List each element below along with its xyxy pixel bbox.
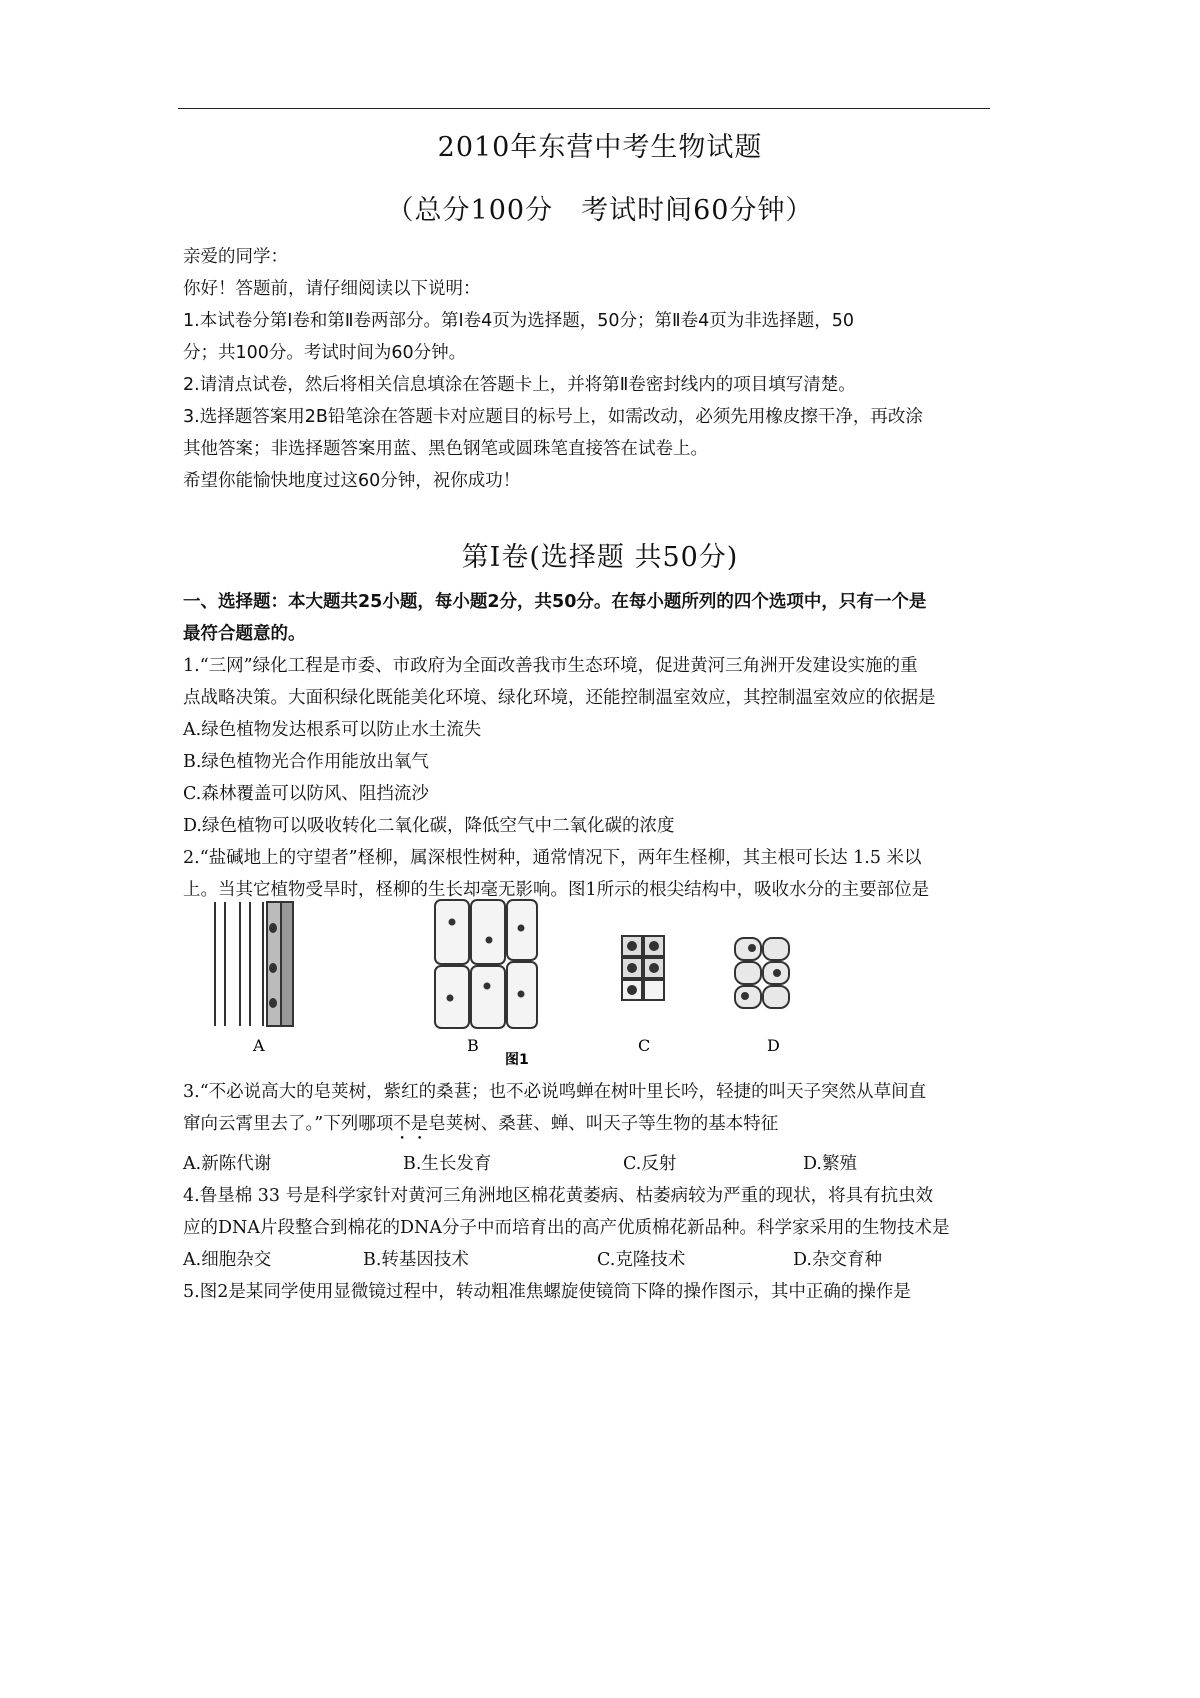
- exam-title: 2010年东营中考生物试题: [437, 132, 763, 163]
- greeting: 亲爱的同学：: [183, 247, 288, 267]
- q1-option-c: C.森林覆盖可以防风、阻挡流沙: [183, 784, 429, 804]
- cell-c-dividing: [622, 936, 664, 1000]
- cell-d-rounded: [735, 938, 789, 1008]
- q1-line1: 1.“三网”绿化工程是市委、市政府为全面改善我市生态环境，促进黄河三角洲开发建设实施的重: [183, 656, 918, 676]
- section-instruction-b: 最符合题意的。: [183, 624, 306, 644]
- q4-option-b: B.转基因技术: [363, 1250, 469, 1270]
- q4-line2: 应的DNA片段整合到棉花的DNA分子中而培育出的高产优质棉花新品种。科学家采用的生物技术是: [183, 1218, 950, 1238]
- q1-option-a: A.绿色植物发达根系可以防止水土流失: [183, 720, 482, 740]
- q4-option-d: D.杂交育种: [793, 1250, 882, 1270]
- section-instruction-a: 一、选择题：本大题共25小题，每小题2分，共50分。在每小题所列的四个选项中，只有一个是: [183, 592, 927, 612]
- fig-label-c: C: [638, 1036, 651, 1055]
- hello-line: 你好！答题前，请仔细阅读以下说明：: [183, 279, 481, 299]
- q2-line2: 上。当其它植物受旱时，柽柳的生长却毫无影响。图1所示的根尖结构中，吸收水分的主要部位是: [183, 880, 930, 900]
- figure-root-tip: [205, 898, 825, 1068]
- cell-b-rectangular: [435, 900, 537, 1028]
- wish-line: 希望你能愉快地度过这60分钟，祝你成功！: [183, 471, 521, 491]
- instruction-3a: 3.选择题答案用2B铅笔涂在答题卡对应题目的标号上，如需改动，必须先用橡皮擦干净，再改涂: [183, 407, 923, 427]
- q2-line1: 2.“盐碱地上的守望者”柽柳，属深根性树种，通常情况下，两年生柽柳，其主根可长达 1.5 米以: [183, 848, 922, 868]
- fig-label-d: D: [767, 1036, 780, 1055]
- q3-line1: 3.“不必说高大的皂荚树，紫红的桑葚；也不必说鸣蝉在树叶里长吟，轻捷的叫天子突然从草间直: [183, 1082, 927, 1102]
- q4-line1: 4.鲁垦棉 33 号是科学家针对黄河三角洲地区棉花黄萎病、枯萎病较为严重的现状，将具有抗虫效: [183, 1186, 934, 1206]
- cell-a-elongated: [215, 902, 293, 1026]
- q4-option-c: C.克隆技术: [597, 1250, 686, 1270]
- q4-options: [183, 1244, 1093, 1276]
- q1-option-d: D.绿色植物可以吸收转化二氧化碳，降低空气中二氧化碳的浓度: [183, 816, 675, 836]
- q3-option-d: D.繁殖: [803, 1154, 857, 1174]
- q5-line1: 5.图2是某同学使用显微镜过程中，转动粗准焦螺旋使镜筒下降的操作图示，其中正确的操作是: [183, 1282, 911, 1302]
- fig-caption: 图1: [505, 1052, 529, 1068]
- q1-line2: 点战略决策。大面积绿化既能美化环境、绿化环境，还能控制温室效应，其控制温室效应的依据是: [183, 688, 936, 708]
- instruction-3b: 其他答案；非选择题答案用蓝、黑色钢笔或圆珠笔直接答在试卷上。: [183, 439, 708, 459]
- root-tip-cells-svg: [205, 898, 825, 1068]
- fig-label-b: B: [467, 1036, 479, 1055]
- q3-option-c: C.反射: [623, 1154, 677, 1174]
- q3-line2: 窜向云霄里去了。”下列哪项不是皂荚树、桑葚、蝉、叫天子等生物的基本特征: [183, 1114, 779, 1134]
- fig-label-a: A: [253, 1036, 265, 1055]
- q4-option-a: A.细胞杂交: [183, 1250, 272, 1270]
- header-rule: [178, 108, 990, 109]
- q3-option-b: B.生长发育: [403, 1154, 492, 1174]
- instruction-1a: 1.本试卷分第Ⅰ卷和第Ⅱ卷两部分。第Ⅰ卷4页为选择题，50分；第Ⅱ卷4页为非选择题，50: [183, 311, 855, 331]
- section-title: 第Ⅰ卷(选择题 共50分): [461, 542, 739, 573]
- q3-option-a: A.新陈代谢: [183, 1154, 272, 1174]
- instruction-2: 2.请清点试卷，然后将相关信息填涂在答题卡上，并将第Ⅱ卷密封线内的项目填写清楚。: [183, 375, 856, 395]
- exam-subtitle: （总分100分 考试时间60分钟）: [386, 195, 814, 226]
- q1-option-b: B.绿色植物光合作用能放出氧气: [183, 752, 429, 772]
- q3-emphasis: 不是: [393, 1114, 429, 1134]
- q3-options: [183, 1148, 1093, 1180]
- instruction-1b: 分；共100分。考试时间为60分钟。: [183, 343, 467, 363]
